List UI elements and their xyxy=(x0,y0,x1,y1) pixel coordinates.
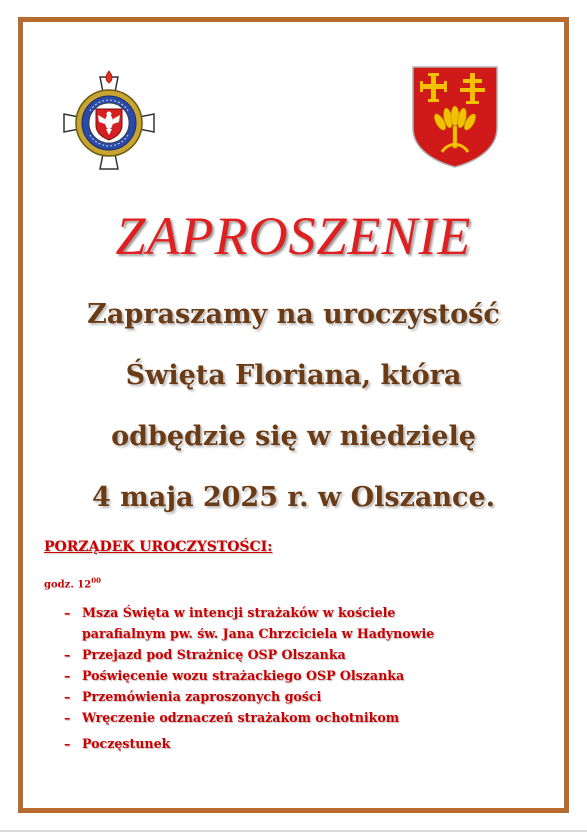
list-item-text: Msza Święta w intencji strażaków w kościele xyxy=(82,605,396,620)
program-time-minutes: 00 xyxy=(91,576,101,585)
list-item-text: Przemówienia zaproszonych gości xyxy=(82,689,322,704)
list-dash: – xyxy=(64,647,71,662)
list-item-text: Poczęstunek xyxy=(82,736,171,751)
program-heading: PORZĄDEK UROCZYSTOŚCI: xyxy=(44,539,273,555)
invitation-title: ZAPROSZENIE xyxy=(115,206,472,266)
intro-line: Święta Floriana, która xyxy=(125,360,462,391)
list-item xyxy=(64,733,534,754)
list-dash: – xyxy=(64,736,71,751)
list-dash: – xyxy=(64,710,71,725)
list-item-text: Przejazd pod Strażnicę OSP Olszanka xyxy=(82,647,346,662)
intro-line: odbędzie się w niedzielę xyxy=(111,421,476,452)
list-item-text: Wręczenie odznaczeń strażakom ochotnikom xyxy=(82,710,400,725)
list-item xyxy=(64,602,534,644)
list-item-text: Poświęcenie wozu strażackiego OSP Olszanka xyxy=(82,668,405,683)
intro-line: 4 maja 2025 r. w Olszance. xyxy=(91,482,496,513)
program-time xyxy=(44,576,101,590)
page-divider xyxy=(0,830,587,832)
list-dash: – xyxy=(64,668,71,683)
program-list xyxy=(64,602,534,754)
osp-emblem-logo xyxy=(62,67,156,179)
program-time-prefix: godz. 12 xyxy=(44,579,92,591)
list-item xyxy=(64,665,534,686)
list-item xyxy=(64,644,534,665)
list-item-text: parafialnym pw. św. Jana Chrzciciela w Hadynowie xyxy=(82,626,435,641)
intro-line: Zapraszamy na uroczystość xyxy=(87,299,500,330)
coat-of-arms-logo xyxy=(412,66,498,168)
list-dash: – xyxy=(64,605,71,620)
invitation-intro xyxy=(0,284,587,528)
list-item xyxy=(64,707,534,728)
list-item xyxy=(64,686,534,707)
list-dash: – xyxy=(64,689,71,704)
